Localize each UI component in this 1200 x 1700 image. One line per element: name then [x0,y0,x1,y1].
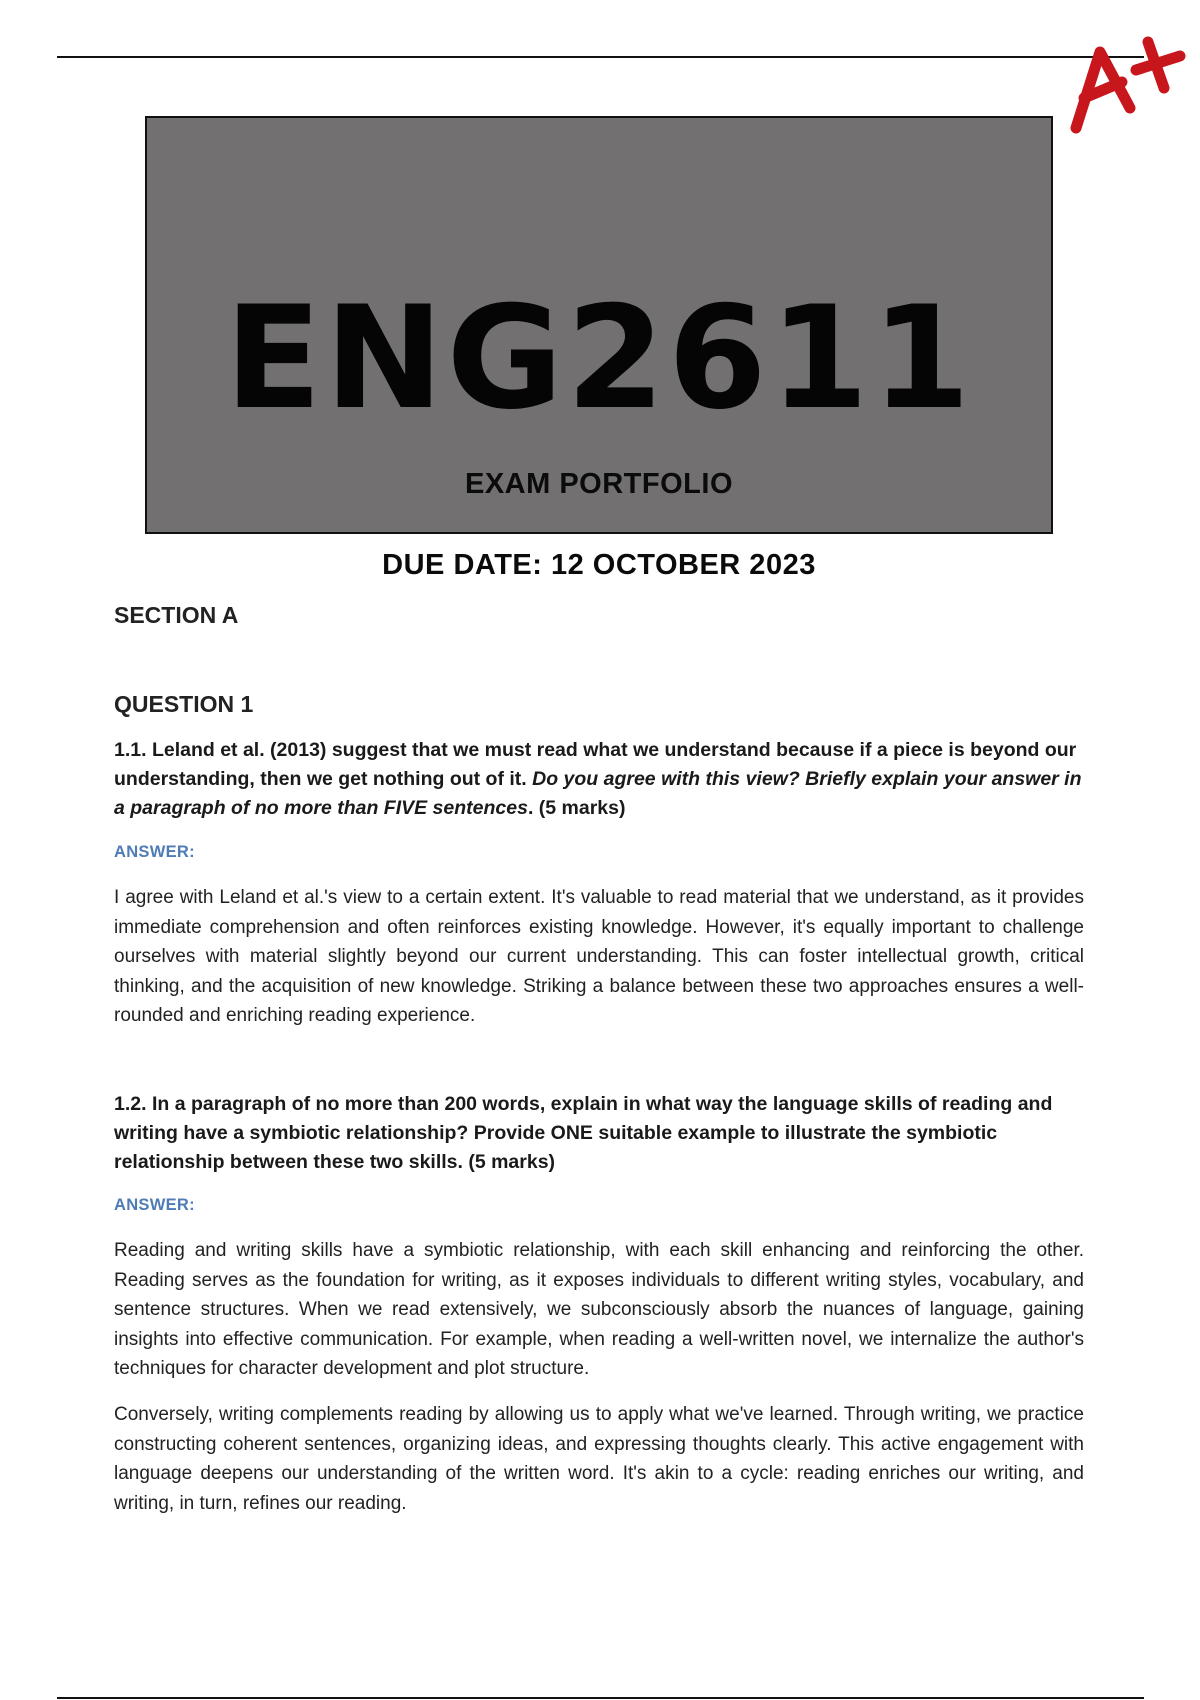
course-code: ENG2611 [224,276,974,441]
question-heading: QUESTION 1 [114,691,254,717]
bottom-rule [57,1697,1144,1699]
question-1-2: 1.2. In a paragraph of no more than 200 words, explain in what way the language skills of reading and writing have a symbiotic relationship? Provide ONE suitable example to illustrate the symbiotic relationship between these two skills. (5 marks) [114,1093,1053,1173]
question-1-1-text: 1.1. Leland et al. (2013) suggest that we must read what we understand because if a piece is beyond our understanding, then we get nothing out of it. [114,739,1077,790]
title-banner [145,116,1053,581]
question-1-1-instruction: Do you agree with this view? Briefly explain your answer in a paragraph of no more than FIVE sentences [114,768,1082,819]
due-date: DUE DATE: 12 OCTOBER 2023 [382,549,816,581]
grade-stamp [1060,30,1190,140]
answer-1-2-paragraph-2: Conversely, writing complements reading by allowing us to apply what we've learned. Through writing, we practice constructing coherent sentences, organizing ideas, and expressing thoughts clearly. This active engagement with language deepens our understanding of the written word. It's akin to a cycle: reading enriches our writing, and writing, in turn, refines our reading. [114,1404,1084,1514]
section-title: SECTION A [114,602,239,628]
question-1-1-marks: . (5 marks) [527,797,626,819]
answer-1-2-paragraph-1: Reading and writing skills have a symbiotic relationship, with each skill enhancing and reinforcing the other. Reading serves as the foundation for writing, as it exposes individuals to different writing styles, vocabulary, and sentence structures. When we read extensively, we subconsciously absorb the nuances of language, gaining insights into effective communication. For example, when reading a well-written novel, we internalize the author's techniques for character development and plot structure. [114,1240,1084,1379]
answer-1-1: I agree with Leland et al.'s view to a certain extent. It's valuable to read material that we understand, as it provides immediate comprehension and often reinforces existing knowledge. However, it's equally important to challenge ourselves with material slightly beyond our current understanding. This can foster intellectual growth, critical thinking, and the acquisition of new knowledge. Striking a balance between these two approaches ensures a well-rounded and enriching reading experience. [114,887,1084,1026]
answer-label-1-2: ANSWER: [114,1196,195,1214]
top-rule [57,56,1144,58]
question-1-1 [114,736,1084,823]
answer-label-1-1: ANSWER: [114,843,195,861]
exam-subtitle: EXAM PORTFOLIO [465,468,733,500]
